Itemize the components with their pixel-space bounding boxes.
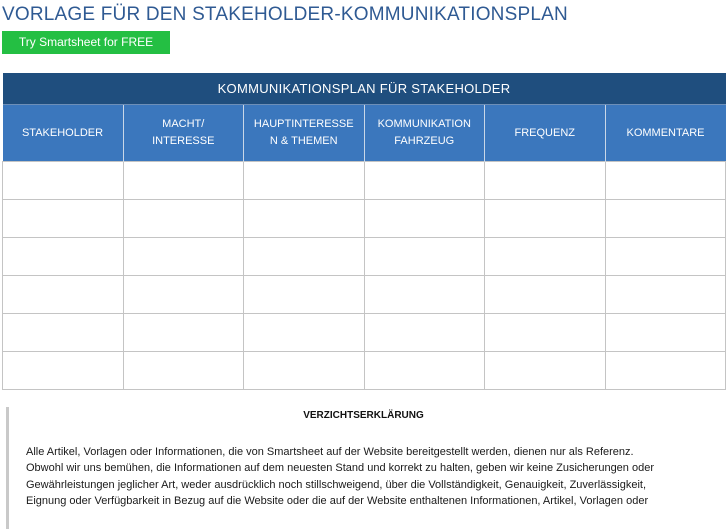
table-cell[interactable] [364,162,485,200]
column-header [364,105,485,162]
column-header [605,105,726,162]
column-header-label: FAHRZEUG [394,135,455,147]
table-cell[interactable] [123,238,244,276]
table-cell[interactable] [485,162,606,200]
page-title: VORLAGE FÜR DEN STAKEHOLDER-KOMMUNIKATIONSPLAN [2,4,568,25]
table-cell[interactable] [485,200,606,238]
column-header-label: N & THEMEN [269,135,338,147]
table-cell[interactable] [485,314,606,352]
table-cell[interactable] [605,314,726,352]
column-header-label: INTERESSE [152,135,215,147]
disclaimer-section [6,407,718,529]
table-body [3,162,726,390]
table-cell[interactable] [244,200,365,238]
table-cell[interactable] [364,238,485,276]
table-cell[interactable] [485,238,606,276]
communication-plan-table [2,73,726,390]
disclaimer-text [26,444,716,509]
column-header-label: HAUPTINTERESSE [253,118,354,130]
disclaimer-line: Alle Artikel, Vorlagen oder Informationen, die von Smartsheet auf der Website bereitgestellt werden, dienen nur als Referenz. [26,446,634,458]
table-row [3,314,726,352]
column-header-label: STAKEHOLDER [21,126,104,139]
table-header-row [3,105,726,162]
table-cell[interactable] [123,352,244,390]
table-cell[interactable] [3,352,124,390]
disclaimer-title: VERZICHTSERKLÄRUNG [303,410,424,421]
table-cell[interactable] [244,314,365,352]
table-cell[interactable] [364,314,485,352]
table-row [3,162,726,200]
table-cell[interactable] [605,162,726,200]
column-header [123,105,244,162]
column-header [244,105,365,162]
table-cell[interactable] [123,162,244,200]
table-cell[interactable] [605,352,726,390]
column-header-label: FREQUENZ [514,126,575,139]
table-row [3,276,726,314]
table-cell[interactable] [244,238,365,276]
table-cell[interactable] [3,276,124,314]
table-cell[interactable] [485,352,606,390]
table-cell[interactable] [3,238,124,276]
table-cell[interactable] [364,276,485,314]
table-cell[interactable] [605,200,726,238]
column-header [3,105,124,162]
table-cell[interactable] [3,162,124,200]
table-cell[interactable] [123,276,244,314]
column-header-label: MACHT/ [162,118,205,130]
table-row [3,238,726,276]
table-cell[interactable] [123,200,244,238]
table-cell[interactable] [364,352,485,390]
column-header-label: KOMMENTARE [626,126,705,139]
table-cell[interactable] [3,314,124,352]
column-header-label: KOMMUNIKATION [377,118,471,130]
table-cell[interactable] [605,238,726,276]
column-header [485,105,606,162]
table-cell[interactable] [123,314,244,352]
table-banner-row [3,73,726,105]
table-cell[interactable] [244,162,365,200]
table-banner: KOMMUNIKATIONSPLAN FÜR STAKEHOLDER [3,73,726,105]
table-cell[interactable] [364,200,485,238]
table-cell[interactable] [244,352,365,390]
try-smartsheet-button[interactable]: Try Smartsheet for FREE [2,31,170,54]
table-row [3,352,726,390]
table-cell[interactable] [485,276,606,314]
disclaimer-line: Gewährleistungen jeglicher Art, weder ausdrücklich noch stillschweigend, über die Vollständigkeit, Genauigkeit, Zuverlässigkeit, [26,478,646,491]
disclaimer-line: Obwohl wir uns bemühen, die Informationen auf dem neuesten Stand und korrekt zu halten, geben wir keine Zusicherungen oder [26,462,654,475]
table-cell[interactable] [3,200,124,238]
table-cell[interactable] [605,276,726,314]
table-row [3,200,726,238]
table-cell[interactable] [244,276,365,314]
disclaimer-line: Eignung oder Verfügbarkeit in Bezug auf die Website oder die auf der Website enthaltenen Informationen, Artikel, Vorlagen oder [26,494,649,507]
